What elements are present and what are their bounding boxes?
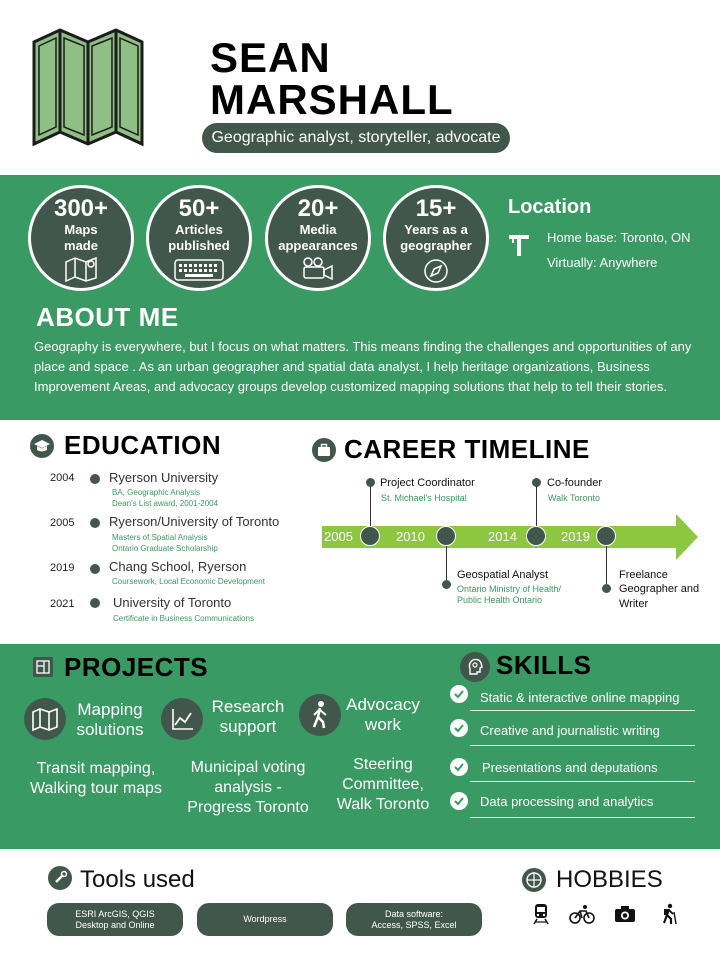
education-detail: Masters of Spatial Analysis (112, 533, 208, 542)
career-title: CAREER TIMELINE (344, 434, 590, 464)
projects-title: PROJECTS (64, 652, 209, 682)
divider (470, 817, 695, 818)
career-role: Project Coordinator (380, 477, 475, 489)
education-detail: Ontario Graduate Scholarship (112, 544, 218, 553)
timeline-dot (90, 564, 100, 574)
stat-label: appearances (278, 238, 358, 253)
project-description: Municipal voting analysis - Progress Toronto (187, 759, 309, 816)
skill-text: Presentations and deputations (482, 760, 658, 775)
stat-years (383, 185, 489, 291)
skill-text: Static & interactive online mapping (480, 690, 680, 705)
timeline-year: 2019 (561, 529, 590, 544)
education-school: Ryerson University (109, 470, 219, 485)
project-icon-circle (161, 698, 203, 740)
check-icon (450, 758, 468, 776)
about-title: ABOUT ME (36, 302, 179, 332)
timeline-node (360, 526, 380, 546)
tools-title: Tools used (80, 866, 195, 893)
camera-icon (614, 905, 636, 923)
education-year: 2019 (50, 562, 75, 574)
train-icon (532, 903, 550, 925)
project-icon-circle (24, 698, 66, 740)
project-label: Advocacy work (346, 695, 420, 734)
wrench-icon (48, 866, 72, 890)
stat-label: published (168, 238, 230, 253)
project-label: Research support (211, 697, 285, 736)
timeline-connector (536, 486, 537, 526)
skill-text: Creative and journalistic writing (480, 723, 660, 738)
education-year: 2004 (50, 472, 75, 484)
divider (470, 781, 695, 782)
career-role: Writer (619, 598, 649, 610)
education-detail: Certificate in Business Communications (113, 614, 254, 623)
folded-map-icon (30, 28, 146, 148)
education-school: Ryerson/University of Toronto (109, 514, 280, 529)
head-gear-icon (460, 652, 490, 682)
check-icon (450, 685, 468, 703)
graduation-cap-icon (30, 434, 54, 458)
skills-title: SKILLS (496, 650, 592, 680)
education-title: EDUCATION (64, 430, 222, 460)
project-description: Steering Committee, Walk Toronto (336, 756, 430, 813)
timeline-marker (442, 580, 451, 589)
timeline-marker (602, 584, 611, 593)
keyboard-icon (173, 258, 225, 282)
hobbies-title: HOBBIES (556, 866, 663, 893)
last-name: MARSHALL (210, 76, 454, 123)
tool-pill: Data software: Access, SPSS, Excel (346, 903, 482, 936)
line-chart-icon (161, 698, 203, 740)
project-icon-circle (299, 694, 341, 736)
stat-value: 50+ (178, 195, 220, 222)
timeline-year: 2010 (396, 529, 425, 544)
location-virtual: Virtually: Anywhere (547, 255, 658, 270)
check-icon (450, 719, 468, 737)
video-camera-icon (298, 256, 338, 282)
survey-stake-icon (508, 232, 530, 258)
timeline-connector (606, 546, 607, 584)
timeline-dot (90, 518, 100, 528)
location-home: Home base: Toronto, ON (547, 230, 691, 245)
education-detail: Dean's List award, 2001-2004 (112, 499, 219, 508)
career-role: Co-founder (547, 477, 603, 489)
skill-text: Data processing and analytics (480, 794, 654, 809)
education-school: Chang School, Ryerson (109, 559, 247, 574)
stat-value: 300+ (53, 195, 109, 222)
divider (470, 745, 695, 746)
education-detail: BA, Geographic Analysis (112, 488, 201, 497)
stat-label: made (64, 238, 98, 253)
check-icon (450, 792, 468, 810)
stat-label: Years as a (404, 222, 468, 237)
about-body: Geography is everywhere, but I focus on what matters. This means finding the challenges and opportunities of any place and space . As an urban geographer and spatial data analyst, I help heritage organizations, Business Improvement Areas, and advocacy groups develop customized mapping solutions that help to tell their stories. (34, 339, 692, 394)
stat-label: geographer (400, 238, 472, 253)
tool-pill: Wordpress (197, 903, 333, 936)
stat-maps (28, 185, 134, 291)
career-role: Geographer and (619, 583, 700, 595)
bicycle-icon (569, 903, 595, 925)
timeline-node (436, 526, 456, 546)
timeline-connector (446, 546, 447, 580)
career-org: Walk Toronto (548, 493, 601, 503)
stat-label: Articles (175, 222, 223, 237)
stat-label: Maps (64, 222, 98, 237)
stat-articles (146, 185, 252, 291)
timeline-dot (90, 598, 100, 608)
education-detail: Coursework, Local Economic Development (112, 577, 265, 586)
location-title: Location (508, 196, 592, 218)
stat-media (265, 185, 371, 291)
project-description: Transit mapping, Walking tour maps (30, 760, 162, 797)
timeline-node (596, 526, 616, 546)
stat-value: 20+ (297, 195, 339, 222)
stat-label: Media (299, 222, 337, 237)
project-label: Mapping solutions (76, 700, 144, 739)
divider (470, 710, 695, 711)
stat-value: 15+ (415, 195, 457, 222)
education-year: 2005 (50, 517, 75, 529)
career-org: St. Michael's Hospital (381, 493, 467, 503)
briefcase-icon (312, 438, 336, 462)
timeline-year: 2014 (488, 529, 517, 544)
basketball-icon (522, 868, 546, 892)
first-name: SEAN (210, 34, 331, 81)
blueprint-icon (32, 656, 54, 678)
timeline-connector (370, 486, 371, 526)
map-icon (64, 256, 98, 282)
career-role: Geospatial Analyst (457, 569, 549, 581)
career-org: Public Health Ontario (457, 595, 543, 605)
education-year: 2021 (50, 598, 75, 610)
tool-pill: ESRI ArcGIS, QGIS Desktop and Online (47, 903, 183, 936)
timeline-dot (90, 474, 100, 484)
education-school: University of Toronto (113, 595, 232, 610)
walking-person-icon (299, 694, 341, 736)
timeline-year: 2005 (324, 529, 353, 544)
timeline-node (526, 526, 546, 546)
career-org: Ontario Ministry of Health/ (457, 584, 562, 594)
compass-icon (421, 256, 451, 286)
career-role: Freelance (619, 569, 668, 581)
map-icon (24, 698, 66, 740)
tagline-badge: Geographic analyst, storyteller, advocate (202, 123, 510, 153)
hiking-icon (659, 903, 679, 925)
